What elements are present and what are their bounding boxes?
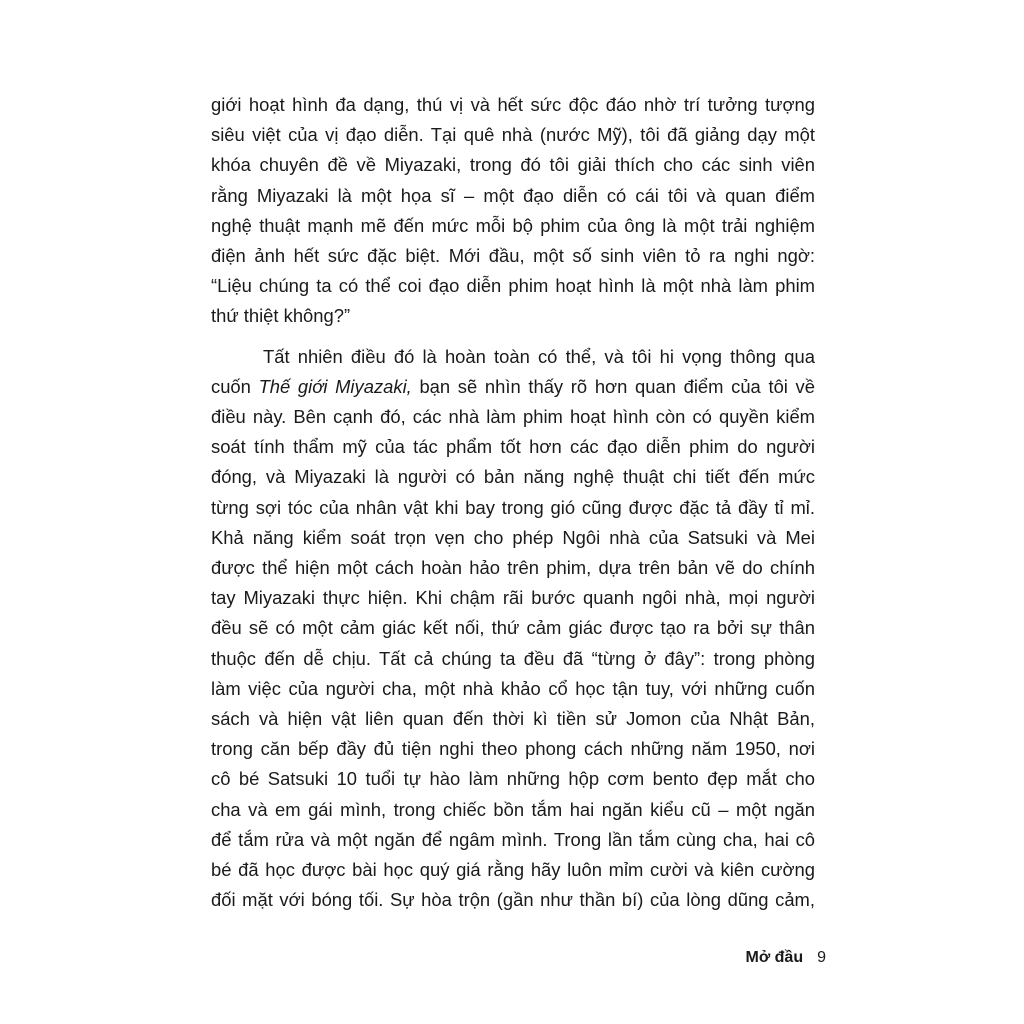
text-line: giới hoạt hình đa dạng, thú vị và hết sức độc đáo nhờ trí tưởng tượng <box>211 94 815 115</box>
text-line: Khả năng kiểm soát trọn vẹn cho phép Ngôi nhà của Satsuki và Mei <box>211 526 815 548</box>
text-line: đóng, và Miyazaki là người có bản năng nghệ thuật chi tiết đến mức <box>211 466 815 488</box>
text-line <box>211 372 815 402</box>
text-line: soát tính thẩm mỹ của tác phẩm tốt hơn các đạo diễn phim do người <box>211 436 815 458</box>
page-number: 9 <box>817 949 826 966</box>
text-line: điều này. Bên cạnh đó, các nhà làm phim hoạt hình còn có quyền kiểm <box>211 406 815 428</box>
text-line-content: Tất nhiên điều đó là hoàn toàn có thể, và tôi hi vọng thông qua <box>263 345 815 367</box>
text-line: tay Miyazaki thực hiện. Khi chậm rãi bước quanh ngôi nhà, mọi người <box>211 587 815 609</box>
page-footer <box>600 946 826 970</box>
text-line: thứ thiệt không?” <box>211 305 351 327</box>
text-line-content: cuốn <box>211 375 259 397</box>
text-line: làm việc của người cha, một nhà khảo cổ học tận tuy, với những cuốn <box>211 677 815 699</box>
text-line: điện ảnh hết sức đặc biệt. Mới đầu, một số sinh viên tỏ ra nghi ngờ: <box>211 245 815 267</box>
text-line: được thể hiện một cách hoàn hảo trên phim, dựa trên bản vẽ do chính <box>211 557 815 579</box>
text-line: nghệ thuật mạnh mẽ đến mức mỗi bộ phim của ông là một trải nghiệm <box>211 214 815 236</box>
text-line: để tắm rửa và một ngăn để ngâm mình. Trong lần tắm cùng cha, hai cô <box>211 828 815 850</box>
text-line <box>211 342 815 372</box>
text-line: từng sợi tóc của nhân vật khi bay trong gió cũng được đặc tả đầy tỉ mỉ. <box>211 496 815 518</box>
section-title: Mở đầu <box>745 949 804 966</box>
text-line: đều sẽ có một cảm giác kết nối, thứ cảm giác được tạo ra bởi sự thân <box>211 617 815 639</box>
text-line: cô bé Satsuki 10 tuổi tự hào làm những hộp cơm bento đẹp mắt cho <box>211 768 815 790</box>
body-text <box>211 90 815 915</box>
text-line: khóa chuyên đề về Miyazaki, trong đó tôi giải thích cho các sinh viên <box>211 154 815 176</box>
paragraph-2 <box>211 342 815 916</box>
book-title: Thế giới Miyazaki, <box>258 375 412 397</box>
text-line: rằng Miyazaki là một họa sĩ – một đạo diễn có cái tôi và quan điểm <box>211 184 815 206</box>
text-line: siêu việt của vị đạo diễn. Tại quê nhà (nước Mỹ), tôi đã giảng dạy một <box>211 124 815 146</box>
text-line: trong căn bếp đầy đủ tiện nghi theo phong cách những năm 1950, nơi <box>211 738 815 760</box>
text-line: bé đã học được bài học quý giá rằng hãy luôn mỉm cười và kiên cường <box>211 859 815 881</box>
text-line: “Liệu chúng ta có thể coi đạo diễn phim hoạt hình là một nhà làm phim <box>211 275 815 297</box>
text-line: đối mặt với bóng tối. Sự hòa trộn (gần như thần bí) của lòng dũng cảm, <box>211 889 815 911</box>
text-line: sách và hiện vật liên quan đến thời kì tiền sử Jomon của Nhật Bản, <box>211 708 815 730</box>
paragraph-1 <box>211 90 815 332</box>
text-line-content: bạn sẽ nhìn thấy rõ hơn quan điểm của tôi về <box>411 375 815 397</box>
text-line: thuộc đến dễ chịu. Tất cả chúng ta đều đã “từng ở đây”: trong phòng <box>211 647 815 669</box>
text-line: cha và em gái mình, trong chiếc bồn tắm hai ngăn kiểu cũ – một ngăn <box>211 798 815 820</box>
